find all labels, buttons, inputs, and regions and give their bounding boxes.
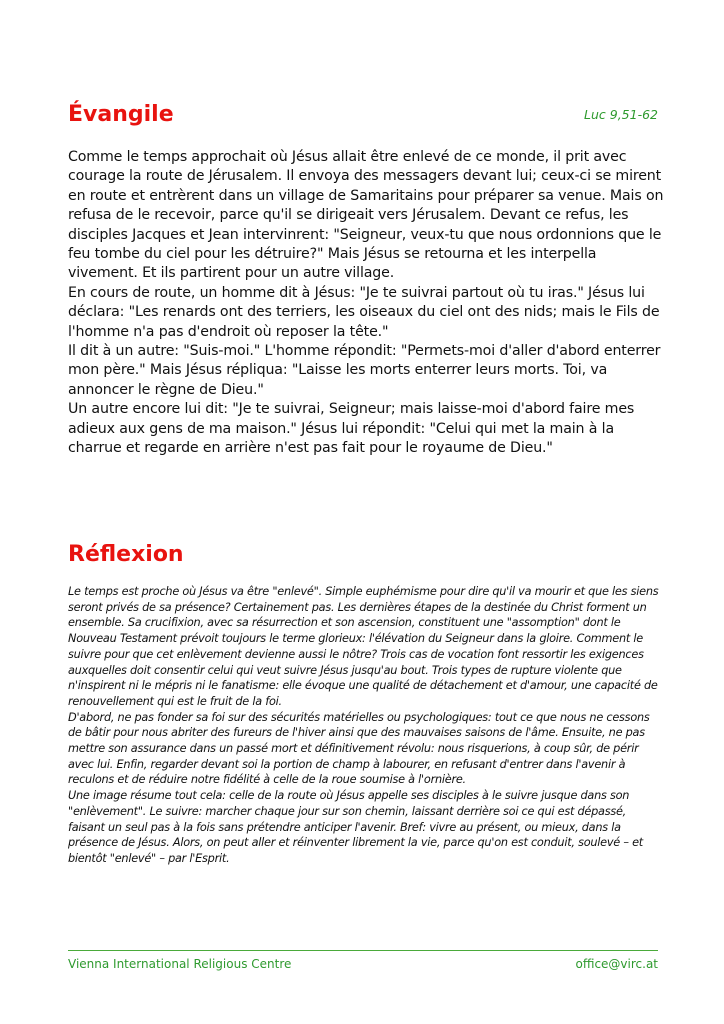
gospel-text <box>68 148 664 459</box>
gospel-reference: Luc 9,51-62 <box>584 107 658 122</box>
footer-divider <box>68 950 658 951</box>
reflection-text <box>68 584 664 867</box>
footer-organization: Vienna International Religious Centre <box>68 957 292 971</box>
footer-email[interactable]: office@virc.at <box>575 957 658 971</box>
reflection-paragraph: Une image résume tout cela: celle de la route où Jésus appelle ses disciples à le suivre jusque dans son "enlèvement". Le suivre: marcher chaque jour sur son chemin, laissant derrière soi ce qui est dépassé, faisant un seul pas à la fois sans prétendre anticiper l'avenir. Bref: vivre au présent, ou mieux, dans la présence de Jésus. Alors, on peut aller et réinventer librement la vie, parce qu'on est conduit, soulevé – et bientôt "enlevé" – par l'Esprit. <box>68 789 643 865</box>
gospel-header <box>68 100 658 130</box>
reflection-paragraph: Le temps est proche où Jésus va être "enlevé". Simple euphémisme pour dire qu'il va mourir et que les siens seront privés de sa présence? Certainement pas. Les dernières étapes de la destinée du Christ forment un ensemble. Sa crucifixion, avec sa résurrection et son ascension, constituent une "assomption" dont le Nouveau Testament prévoit toujours le terme glorieux: l'élévation du Seigneur dans la gloire. Comment le suivre pour que cet enlèvement devienne aussi le nôtre? Trois cas de vocation font ressortir les exigences auxquelles doit consentir celui qui veut suivre Jésus jusqu'au bout. Trois types de rupture violente que n'inspirent ni le mépris ni le fanatisme: elle évoque une qualité de détachement et d'amour, une capacité de renouvellement qui est le fruit de la foi. <box>68 585 659 708</box>
gospel-paragraph: Comme le temps approchait où Jésus allait être enlevé de ce monde, il prit avec courage la route de Jérusalem. Il envoya des messagers devant lui; ceux-ci se mirent en route et entrèrent dans un village de Samaritains pour préparer sa venue. Mais on refusa de le recevoir, parce qu'il se dirigeait vers Jérusalem. Devant ce refus, les disciples Jacques et Jean intervinrent: "Seigneur, veux-tu que nous ordonnions que le feu tombe du ciel pour les détruire?" Mais Jésus se retourna et les interpella vivement. Et ils partirent pour un autre village. <box>68 149 664 282</box>
document-page <box>68 0 664 1024</box>
reflection-title: Réflexion <box>68 542 184 567</box>
reflection-header <box>68 540 658 570</box>
reflection-paragraph: D'abord, ne pas fonder sa foi sur des sécurités matérielles ou psychologiques: tout ce que nous ne cessons de bâtir pour nous abriter des fureurs de l'hiver ainsi que des mauvaises saisons de l'âme. Ensuite, ne pas mettre son assurance dans un passé mort et définitivement révolu: nous risquerions, à coup sûr, de périr avec lui. Enfin, regarder devant soi la portion de champ à labourer, en refusant d'entrer dans l'avenir à reculons et de réduire notre fidélité à celle de la roue soumise à l'ornière. <box>68 710 650 787</box>
gospel-paragraph: En cours de route, un homme dit à Jésus: "Je te suivrai partout où tu iras." Jésus lui déclara: "Les renards ont des terriers, les oiseaux du ciel ont des nids; mais le Fils de l'homme n'a pas d'endroit où reposer la tête." <box>68 284 660 340</box>
gospel-paragraph: Un autre encore lui dit: "Je te suivrai, Seigneur; mais laisse-moi d'abord faire mes adieux aux gens de ma maison." Jésus lui répondit: "Celui qui met la main à la charrue et regarde en arrière n'est pas fait pour le royaume de Dieu." <box>68 401 635 457</box>
gospel-paragraph: Il dit à un autre: "Suis-moi." L'homme répondit: "Permets-moi d'aller d'abord enterrer mon père." Mais Jésus répliqua: "Laisse les morts enterrer leurs morts. Toi, va annoncer le règne de Dieu." <box>68 343 661 398</box>
gospel-title: Évangile <box>68 102 174 127</box>
